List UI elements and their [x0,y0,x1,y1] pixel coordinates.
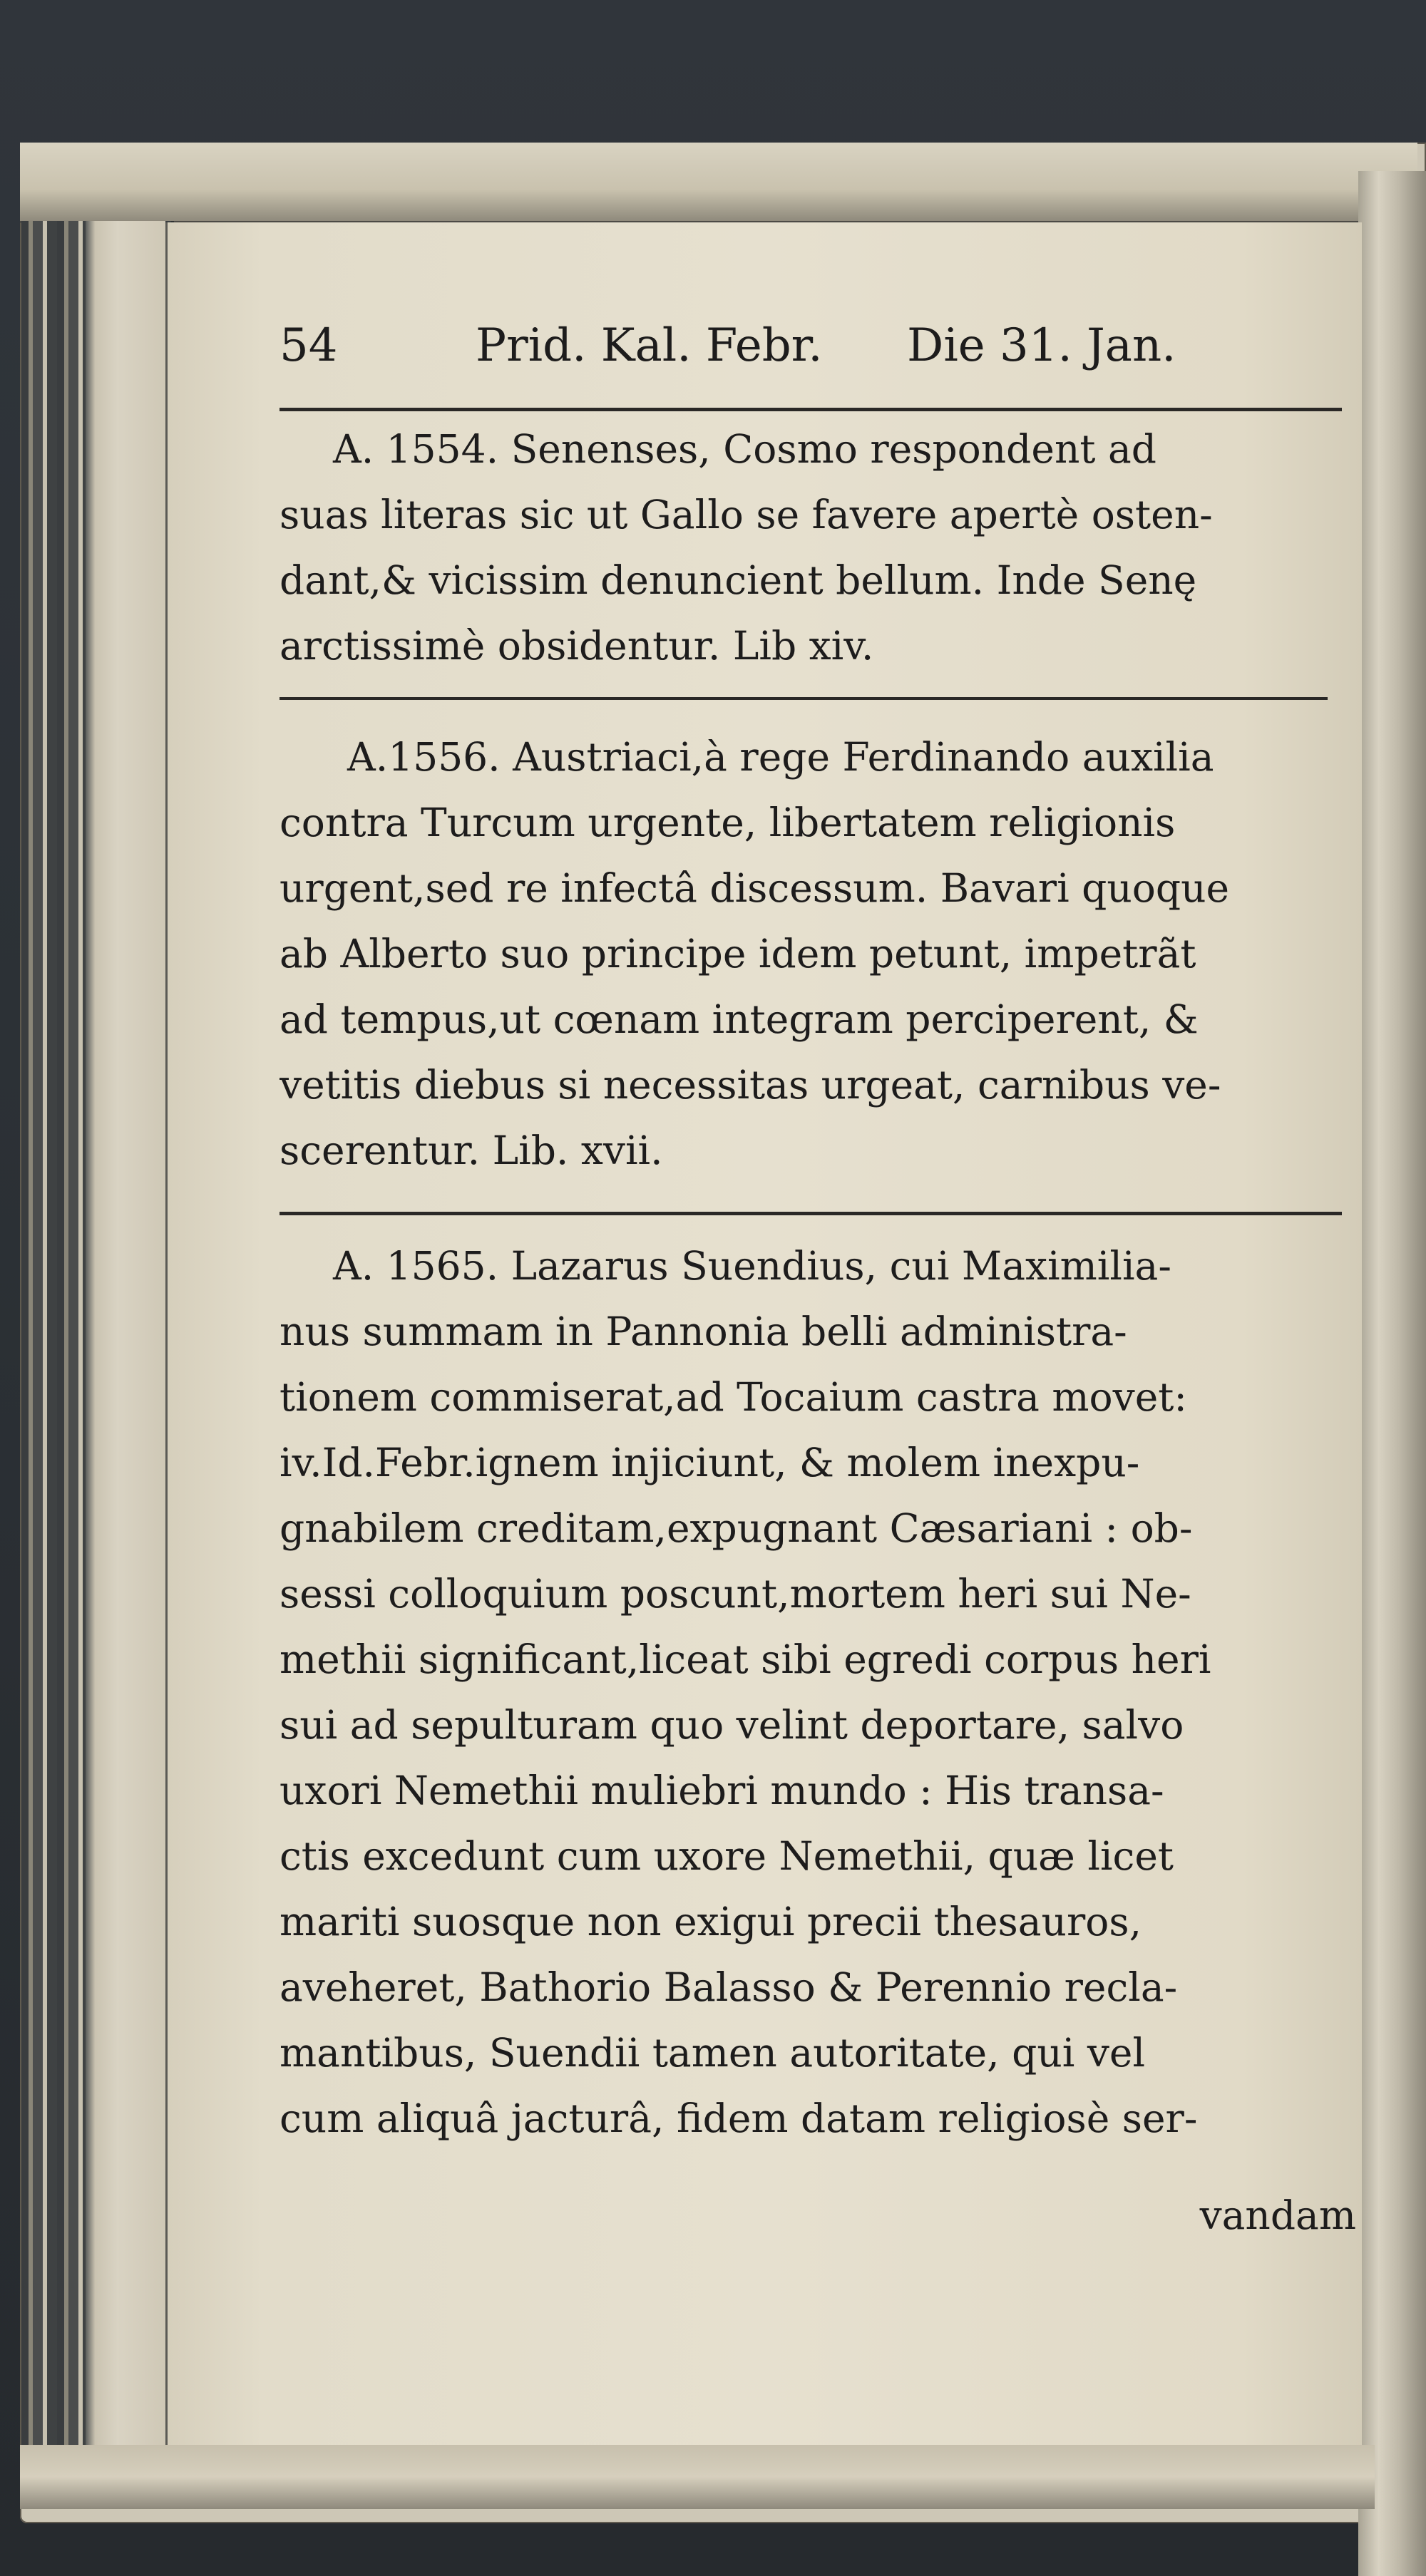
text-line: contra Turcum urgente, libertatem religionis [279,800,1176,845]
text-line: aveheret, Bathorio Balasso & Perennio recla- [279,1964,1178,2010]
text-line: ad tempus,ut cœnam integram perciperent, & [279,996,1199,1042]
text-line: suas literas sic ut Gallo se favere apertè osten- [279,492,1213,537]
text-line: scerentur. Lib. xvii. [279,1128,663,1173]
text-line: A.1556. Austriaci,à rege Ferdinando auxilia [347,734,1214,780]
text-line: dant,& vicissim denuncient bellum. Inde Senę [279,557,1197,603]
entry-1556 [279,724,1356,1183]
book-bottom-edge [20,2445,1375,2509]
text-line: ctis excedunt cum uxore Nemethii, quæ licet [279,1833,1174,1879]
entry-divider [279,697,1328,700]
text-line: ab Alberto suo principe idem petunt, impetrãt [279,931,1196,977]
text-line: vetitis diebus si necessitas urgeat, carnibus ve- [279,1062,1221,1108]
text-line: methii significant,liceat sibi egredi corpus heri [279,1637,1211,1682]
text-line: sui ad sepulturam quo velint deportare, salvo [279,1702,1184,1748]
header-date: Die 31. Jan. [907,319,1176,372]
text-line: mantibus, Suendii tamen autoritate, qui vel [279,2030,1146,2076]
text-line: mariti suosque non exigui precii thesauros, [279,1899,1142,1944]
catchword: vandam [1199,2193,1356,2238]
text-line: arctissimè obsidentur. Lib xiv. [279,623,874,669]
text-line: gnabilem creditam,expugnant Cæsariani : ob- [279,1505,1193,1551]
running-header [279,319,1349,391]
text-line: iv.Id.Febr.ignem injiciunt, & molem inexpu- [279,1440,1140,1485]
text-line: nus summam in Pannonia belli administra- [279,1309,1127,1354]
header-rule [279,408,1342,411]
text-line: A. 1554. Senenses, Cosmo respondent ad [333,426,1156,472]
text-line: uxori Nemethii muliebri mundo : His transa- [279,1768,1164,1813]
page-number: 54 [279,319,338,372]
text-line: tionem commiserat,ad Tocaium castra movet: [279,1374,1187,1420]
text-line: urgent,sed re infectâ discessum. Bavari quoque [279,865,1230,911]
entry-divider [279,1212,1342,1215]
text-line: sessi colloquium poscunt,mortem heri sui Ne- [279,1571,1191,1617]
catchword-block [279,2183,1356,2248]
entry-1554 [279,416,1356,679]
text-line: cum aliquâ jacturâ, fidem datam religiosè ser- [279,2096,1198,2141]
facing-page-edge [1358,171,1426,2576]
page-fore-edge [86,221,165,2488]
book-top-edge [20,143,1417,223]
text-line: A. 1565. Lazarus Suendius, cui Maximilia- [333,1243,1171,1289]
entry-1565 [279,1233,1356,2151]
running-title: Prid. Kal. Febr. [476,319,823,372]
